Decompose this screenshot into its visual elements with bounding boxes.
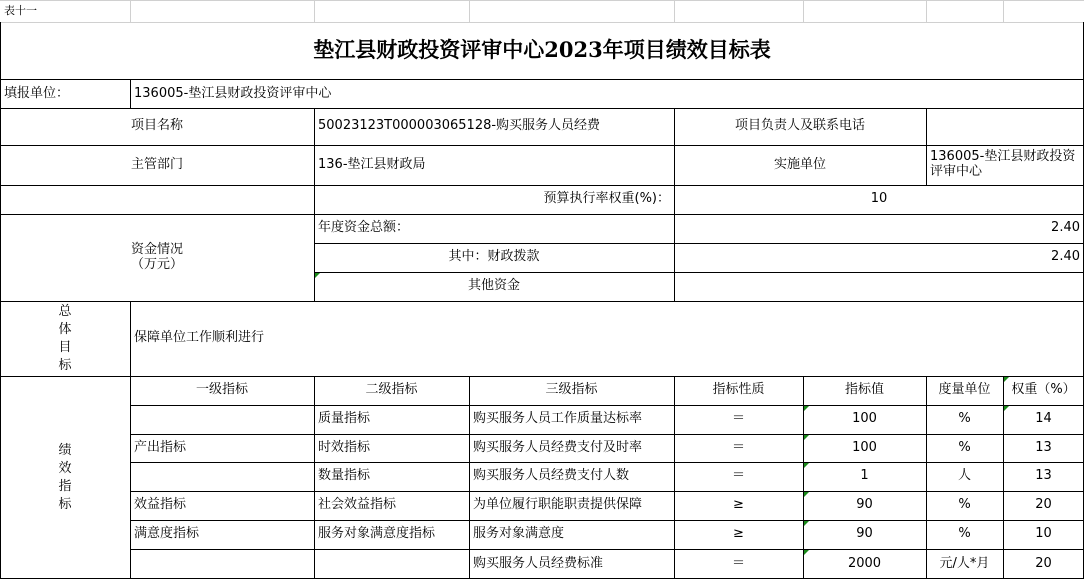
level3-cell: 购买服务人员经费支付及时率 <box>473 439 643 455</box>
budget-weight-label: 预算执行率权重(%)： <box>543 191 670 207</box>
filler-value: 136005-垫江县财政投资评审中心 <box>134 85 332 101</box>
funds-label: 资金情况 （万元） <box>130 241 183 272</box>
header-value: 指标值 <box>844 382 884 398</box>
unit-cell: % <box>958 439 971 455</box>
weight-cell: 13 <box>1035 439 1052 455</box>
lvl1-output: 产出指标 <box>134 439 187 455</box>
lvl1-benefit: 效益指标 <box>134 497 187 513</box>
filler-label: 填报单位： <box>4 85 70 101</box>
level2-cell: 数量指标 <box>318 468 371 484</box>
header-level1: 一级指标 <box>195 382 248 398</box>
level3-cell: 购买服务人员经费支付人数 <box>473 468 630 484</box>
goal-label: 总 体 目 标 <box>58 303 72 373</box>
level3-cell: 为单位履行职能职责提供保障 <box>473 497 643 513</box>
project-owner-label: 项目负责人及联系电话 <box>734 118 865 134</box>
header-level2: 二级指标 <box>365 382 418 398</box>
level3-cell: 服务对象满意度 <box>473 526 565 542</box>
value-cell: 2000 <box>847 555 882 571</box>
nature-cell: ＝ <box>731 555 745 571</box>
funds-fiscal-value: 2.40 <box>1051 249 1080 265</box>
impl-unit-value: 136005-垫江县财政投资评审中心 <box>930 149 1076 179</box>
funds-fiscal-label: 其中：财政拨款 <box>448 249 540 265</box>
project-name-value: 50023123T000003065128-购买服务人员经费 <box>318 118 601 134</box>
project-name-label: 项目名称 <box>130 118 183 134</box>
budget-weight-value: 10 <box>870 191 888 207</box>
header-unit: 度量单位 <box>938 382 991 398</box>
level2-cell <box>314 549 469 579</box>
level3-cell: 购买服务人员经费标准 <box>473 555 604 571</box>
project-owner-value <box>926 108 1084 145</box>
level2-cell: 服务对象满意度指标 <box>318 526 436 542</box>
funds-other-value <box>674 272 1084 301</box>
weight-cell: 20 <box>1035 497 1052 513</box>
funds-other-label: 其他资金 <box>467 278 520 294</box>
value-cell: 90 <box>856 497 873 513</box>
weight-cell: 10 <box>1035 526 1052 542</box>
weight-cell: 13 <box>1035 468 1052 484</box>
nature-cell: ≥ <box>733 526 744 542</box>
unit-cell: % <box>958 411 971 427</box>
nature-cell: ＝ <box>731 468 745 484</box>
level2-cell: 社会效益指标 <box>318 497 397 513</box>
lvl1-satisfaction: 满意度指标 <box>134 526 200 542</box>
page-title: 垫江县财政投资评审中心2023年项目绩效目标表 <box>313 36 771 62</box>
weight-cell: 20 <box>1035 555 1052 571</box>
goal-value: 保障单位工作顺利进行 <box>134 330 265 346</box>
level2-cell: 质量指标 <box>318 411 371 427</box>
nature-cell: ＝ <box>731 411 745 427</box>
unit-cell: % <box>958 497 971 513</box>
funds-total-label: 年度资金总额： <box>318 220 410 236</box>
perf-label: 绩 效 指 标 <box>58 442 72 512</box>
unit-cell: 人 <box>957 468 971 484</box>
header-level3: 三级指标 <box>545 382 598 398</box>
unit-cell: % <box>958 526 971 542</box>
level2-cell: 时效指标 <box>318 439 371 455</box>
dept-value: 136-垫江县财政局 <box>318 156 426 172</box>
funds-total-value: 2.40 <box>1051 220 1080 236</box>
value-cell: 100 <box>852 439 877 455</box>
impl-unit-label: 实施单位 <box>773 156 826 172</box>
dept-label: 主管部门 <box>130 156 183 172</box>
nature-cell: ＝ <box>731 439 745 455</box>
header-nature: 指标性质 <box>712 382 765 398</box>
unit-cell: 元/人*月 <box>939 555 990 571</box>
value-cell: 100 <box>852 411 877 427</box>
header-weight: 权重（%） <box>1011 382 1076 398</box>
value-cell: 90 <box>856 526 873 542</box>
weight-cell: 14 <box>1035 411 1052 427</box>
corner-label: 表十一 <box>4 3 37 17</box>
value-cell: 1 <box>860 468 869 484</box>
nature-cell: ≥ <box>733 497 744 513</box>
level3-cell: 购买服务人员工作质量达标率 <box>473 411 643 427</box>
